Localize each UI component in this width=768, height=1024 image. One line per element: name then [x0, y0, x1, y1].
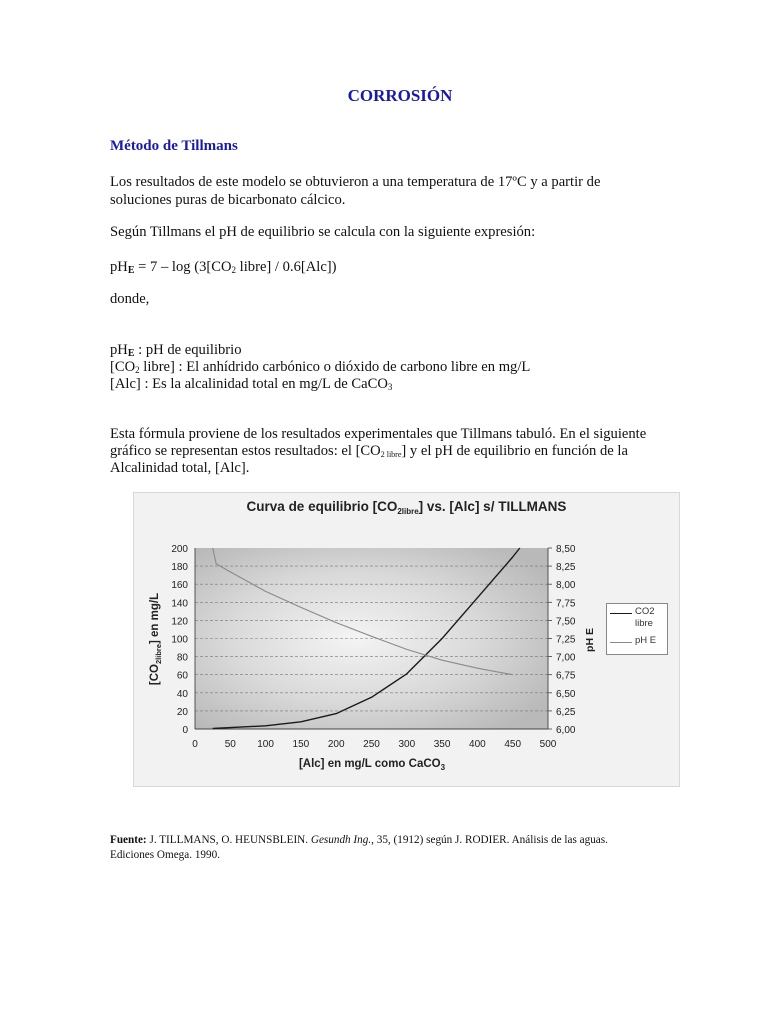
x-tick-label: 50	[224, 739, 236, 750]
y2-tick-label: 8,25	[556, 562, 576, 574]
y-tick-label: 120	[171, 616, 188, 628]
x-tick-label: 150	[292, 739, 310, 750]
donde-text: donde,	[110, 291, 150, 307]
y-tick-label: 20	[176, 706, 188, 718]
esta-l2-b: ] y el pH de equilibrio en función de la	[401, 443, 628, 459]
y-axis-label-a: [CO	[149, 664, 161, 686]
section-title: Método de Tillmans	[110, 138, 238, 154]
def3-sub: 3	[387, 382, 393, 392]
y2-tick-label: 7,00	[556, 652, 576, 664]
source-authors: J. TILLMANS, O. HEUNSBLEIN.	[146, 834, 311, 846]
y-axis-label-b: ] en mg/L	[149, 592, 161, 645]
x-tick-label: 450	[504, 739, 522, 750]
y2-tick-label: 6,75	[556, 670, 576, 682]
def2-b: libre] : El anhídrido carbónico o dióxido de carbono libre en mg/L	[139, 359, 531, 375]
x-tick-label: 500	[539, 739, 557, 750]
x-tick-label: 250	[363, 739, 380, 750]
x-tick-label: 350	[433, 739, 451, 750]
y-tick-label: 140	[171, 598, 188, 610]
y2-tick-label: 7,75	[556, 598, 576, 610]
y2-tick-label: 6,50	[556, 688, 576, 700]
y2-tick-label: 7,25	[556, 634, 576, 646]
chart-title-a: Curva de equilibrio [CO	[246, 499, 398, 514]
formula-ph: pH	[110, 259, 128, 275]
legend-co2-label-1: CO2	[635, 606, 655, 617]
y-tick-label: 40	[176, 688, 188, 700]
y2-tick-label: 8,50	[556, 544, 576, 555]
esta-l2-a: gráfico se representan estos resultados: el [CO	[110, 443, 381, 459]
legend-ph-label: pH E	[635, 635, 657, 646]
source-rest-2: Ediciones Omega. 1990.	[110, 848, 220, 861]
y-tick-label: 160	[171, 580, 188, 592]
y2-tick-label: 6,00	[556, 725, 576, 736]
x-tick-label: 200	[327, 739, 345, 750]
x-axis-label-a: [Alc] en mg/L como CaCO	[298, 758, 441, 770]
esta-l2-sub: 2 libre	[380, 450, 402, 459]
formula-part-b: libre] / 0.6[Alc])	[236, 259, 337, 275]
x-tick-label: 400	[469, 739, 486, 750]
legend-co2-label-2: libre	[635, 618, 653, 629]
source-rest-1: , 35, (1912) según J. RODIER. Análisis de las aguas.	[371, 834, 608, 846]
chart-title-b: ] vs. [Alc] s/ TILLMANS	[418, 499, 567, 514]
def3-a: [Alc] : Es la alcalinidad total en mg/L de CaCO	[110, 376, 388, 392]
source-label: Fuente:	[110, 834, 147, 846]
y-tick-label: 80	[176, 652, 188, 664]
intro-paragraph: Los resultados de este modelo se obtuvieron a una temperatura de 17ºC y a partir de soluciones puras de bicarbonato cálcico.	[110, 174, 601, 208]
esta-line-3: Alcalinidad total, [Alc].	[110, 460, 250, 476]
y-tick-label: 200	[171, 544, 188, 555]
def2-a: [CO	[110, 359, 136, 375]
def2-sub: 2	[135, 365, 140, 375]
y2-tick-label: 6,25	[556, 706, 576, 718]
page-title: CORROSIÓN	[347, 86, 453, 105]
chart-title-sub: 2libre	[397, 507, 419, 516]
formula-ph-sub: E	[127, 265, 135, 276]
segun-paragraph: Según Tillmans el pH de equilibrio se calcula con la siguiente expresión:	[110, 224, 536, 240]
y2-axis-label: pH E	[584, 628, 596, 652]
legend-co2-line	[610, 613, 632, 614]
x-tick-label: 0	[192, 739, 198, 750]
y-axis-label	[149, 593, 163, 685]
formula-part-a: = 7 – log (3[CO	[134, 259, 232, 275]
y-tick-label: 60	[176, 670, 188, 682]
x-tick-label: 300	[398, 739, 416, 750]
y-tick-label: 100	[171, 634, 188, 646]
y-tick-label: 180	[171, 562, 188, 574]
legend-ph-line	[610, 642, 632, 643]
y-axis-label-sub: 2libre	[154, 644, 163, 665]
chart-legend	[606, 603, 668, 655]
source-journal: Gesundh Ing.	[310, 834, 372, 846]
x-tick-label: 100	[257, 739, 274, 750]
def1-a: pH	[110, 342, 128, 358]
x-axis-label	[299, 758, 446, 772]
esta-line-1: Esta fórmula proviene de los resultados experimentales que Tillmans tabuló. En el siguiente	[110, 426, 647, 442]
y2-tick-label: 8,00	[556, 580, 576, 592]
formula-co2-sub: 2	[231, 265, 237, 275]
y-tick-label: 0	[182, 725, 188, 736]
def1-sub: E	[127, 348, 135, 359]
source-citation	[110, 833, 710, 862]
y2-tick-label: 7,50	[556, 616, 576, 628]
x-axis-label-sub: 3	[440, 763, 446, 772]
def1-b: : pH de equilibrio	[134, 342, 242, 358]
